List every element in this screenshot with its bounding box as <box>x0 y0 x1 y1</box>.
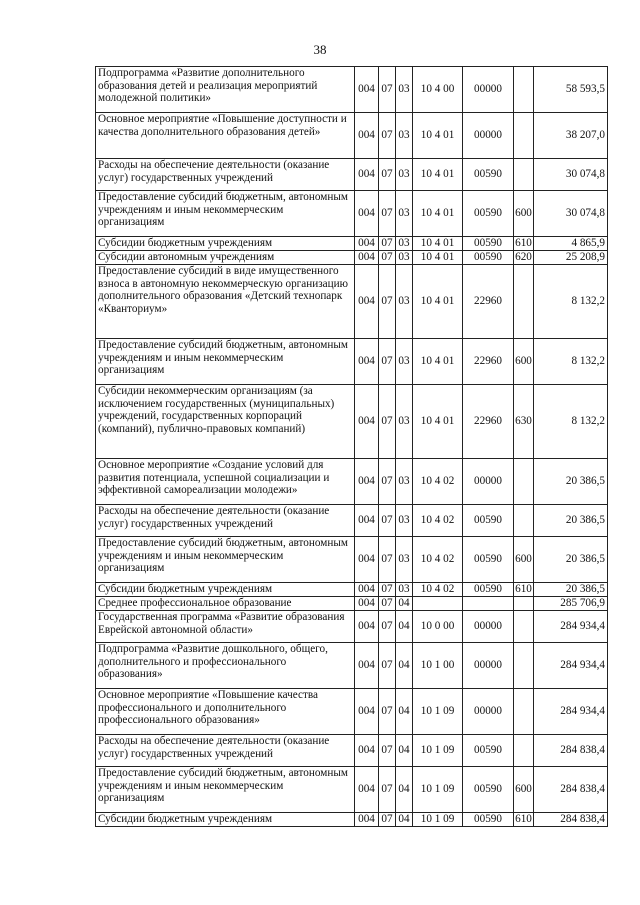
direction-code-cell: 00000 <box>463 67 514 113</box>
pr-cell: 03 <box>396 251 413 265</box>
rz-cell: 07 <box>379 251 396 265</box>
table-row <box>96 767 608 813</box>
program-code-cell: 10 4 01 <box>413 237 463 251</box>
row-name-cell: Предоставление субсидий бюджетным, автономным учреждениям и иным некоммерческим организациям <box>96 191 355 237</box>
program-code-cell: 10 1 09 <box>413 689 463 735</box>
amount-cell: 20 386,5 <box>534 537 608 583</box>
expense-type-cell: 600 <box>514 537 534 583</box>
amount-cell: 285 706,9 <box>534 597 608 611</box>
direction-code-cell: 00590 <box>463 583 514 597</box>
budget-table <box>95 66 608 827</box>
rz-cell: 07 <box>379 67 396 113</box>
program-code-cell: 10 4 01 <box>413 339 463 385</box>
program-code-cell: 10 4 00 <box>413 67 463 113</box>
rz-cell: 07 <box>379 339 396 385</box>
row-name-cell: Субсидии бюджетным учреждениям <box>96 237 355 251</box>
pr-cell: 03 <box>396 265 413 339</box>
program-code-cell: 10 1 09 <box>413 813 463 827</box>
amount-cell: 284 838,4 <box>534 813 608 827</box>
direction-code-cell: 00000 <box>463 643 514 689</box>
row-name-cell: Субсидии некоммерческим организациям (за исключением государственных (муниципальных) учреждений, государственных корпораций (компаний), публично-правовых компаний) <box>96 385 355 459</box>
pr-cell: 04 <box>396 767 413 813</box>
amount-cell: 8 132,2 <box>534 265 608 339</box>
grbs-cell: 004 <box>355 113 379 159</box>
pr-cell: 03 <box>396 67 413 113</box>
grbs-cell: 004 <box>355 67 379 113</box>
grbs-cell: 004 <box>355 191 379 237</box>
direction-code-cell: 00590 <box>463 767 514 813</box>
rz-cell: 07 <box>379 537 396 583</box>
expense-type-cell <box>514 113 534 159</box>
grbs-cell: 004 <box>355 505 379 537</box>
direction-code-cell: 00000 <box>463 113 514 159</box>
pr-cell: 03 <box>396 583 413 597</box>
expense-type-cell: 600 <box>514 767 534 813</box>
table-row <box>96 505 608 537</box>
row-name-cell: Расходы на обеспечение деятельности (оказание услуг) государственных учреждений <box>96 159 355 191</box>
program-code-cell: 10 4 01 <box>413 113 463 159</box>
row-name-cell: Предоставление субсидий бюджетным, автономным учреждениям и иным некоммерческим организациям <box>96 537 355 583</box>
program-code-cell: 10 1 00 <box>413 643 463 689</box>
grbs-cell: 004 <box>355 597 379 611</box>
row-name-cell: Основное мероприятие «Создание условий для развития потенциала, успешной социализации и эффективной самореализации молодежи» <box>96 459 355 505</box>
program-code-cell: 10 4 02 <box>413 537 463 583</box>
grbs-cell: 004 <box>355 459 379 505</box>
page-number: 38 <box>313 42 327 57</box>
amount-cell: 20 386,5 <box>534 459 608 505</box>
rz-cell: 07 <box>379 735 396 767</box>
direction-code-cell: 00000 <box>463 611 514 643</box>
pr-cell: 03 <box>396 159 413 191</box>
row-name-cell: Предоставление субсидий бюджетным, автономным учреждениям и иным некоммерческим организациям <box>96 339 355 385</box>
row-name-cell: Расходы на обеспечение деятельности (оказание услуг) государственных учреждений <box>96 735 355 767</box>
rz-cell: 07 <box>379 689 396 735</box>
table-row <box>96 537 608 583</box>
direction-code-cell: 00000 <box>463 459 514 505</box>
table-row <box>96 597 608 611</box>
direction-code-cell: 22960 <box>463 385 514 459</box>
table-row <box>96 251 608 265</box>
table-row <box>96 813 608 827</box>
direction-code-cell: 00590 <box>463 537 514 583</box>
grbs-cell: 004 <box>355 813 379 827</box>
row-name-cell: Подпрограмма «Развитие дошкольного, общего, дополнительного и профессионального образования» <box>96 643 355 689</box>
table-row <box>96 159 608 191</box>
pr-cell: 04 <box>396 611 413 643</box>
rz-cell: 07 <box>379 459 396 505</box>
pr-cell: 04 <box>396 597 413 611</box>
amount-cell: 284 934,4 <box>534 643 608 689</box>
direction-code-cell: 00000 <box>463 689 514 735</box>
program-code-cell: 10 4 01 <box>413 385 463 459</box>
rz-cell: 07 <box>379 113 396 159</box>
rz-cell: 07 <box>379 813 396 827</box>
amount-cell: 58 593,5 <box>534 67 608 113</box>
rz-cell: 07 <box>379 643 396 689</box>
rz-cell: 07 <box>379 385 396 459</box>
rz-cell: 07 <box>379 583 396 597</box>
rz-cell: 07 <box>379 237 396 251</box>
direction-code-cell: 22960 <box>463 339 514 385</box>
row-name-cell: Среднее профессиональное образование <box>96 597 355 611</box>
program-code-cell: 10 4 02 <box>413 505 463 537</box>
expense-type-cell: 610 <box>515 237 532 250</box>
direction-code-cell: 00590 <box>463 159 514 191</box>
row-name-cell: Основное мероприятие «Повышение качества профессионального и дополнительного профессионального образования» <box>96 689 355 735</box>
expense-type-cell <box>514 689 534 735</box>
program-code-cell: 10 4 02 <box>413 459 463 505</box>
amount-cell: 284 934,4 <box>534 689 608 735</box>
expense-type-cell: 610 <box>515 583 532 596</box>
amount-cell: 284 934,4 <box>534 611 608 643</box>
program-code-cell: 10 4 02 <box>413 583 463 597</box>
table-row <box>96 113 608 159</box>
direction-code-cell: 00590 <box>463 735 514 767</box>
table-row <box>96 191 608 237</box>
amount-cell: 20 386,5 <box>534 583 608 597</box>
pr-cell: 04 <box>396 813 413 827</box>
pr-cell: 03 <box>396 339 413 385</box>
amount-cell: 284 838,4 <box>534 767 608 813</box>
amount-cell: 20 386,5 <box>534 505 608 537</box>
pr-cell: 03 <box>396 505 413 537</box>
expense-type-cell <box>514 265 534 339</box>
grbs-cell: 004 <box>355 735 379 767</box>
amount-cell: 38 207,0 <box>534 113 608 159</box>
amount-cell: 25 208,9 <box>534 251 608 265</box>
grbs-cell: 004 <box>355 611 379 643</box>
expense-type-cell: 630 <box>514 385 534 459</box>
pr-cell: 03 <box>396 191 413 237</box>
pr-cell: 04 <box>396 689 413 735</box>
rz-cell: 07 <box>379 611 396 643</box>
table-row <box>96 67 608 113</box>
grbs-cell: 004 <box>355 767 379 813</box>
expense-type-cell <box>514 597 534 611</box>
table-body <box>96 67 608 827</box>
grbs-cell: 004 <box>355 689 379 735</box>
direction-code-cell: 22960 <box>463 265 514 339</box>
pr-cell: 04 <box>396 735 413 767</box>
grbs-cell: 004 <box>355 237 379 251</box>
row-name-cell: Государственная программа «Развитие образования Еврейской автономной области» <box>96 611 355 643</box>
row-name-cell: Подпрограмма «Развитие дополнительного образования детей и реализация мероприятий молодежной политики» <box>96 67 355 113</box>
amount-cell: 8 132,2 <box>534 385 608 459</box>
table-row <box>96 689 608 735</box>
expense-type-cell <box>514 611 534 643</box>
pr-cell: 03 <box>396 237 413 251</box>
rz-cell: 07 <box>379 597 396 611</box>
expense-type-cell <box>514 505 534 537</box>
program-code-cell: 10 1 09 <box>413 735 463 767</box>
program-code-cell: 10 4 01 <box>413 191 463 237</box>
row-name-cell: Предоставление субсидий бюджетным, автономным учреждениям и иным некоммерческим организациям <box>96 767 355 813</box>
grbs-cell: 004 <box>355 643 379 689</box>
table-row <box>96 237 608 251</box>
row-name-cell: Основное мероприятие «Повышение доступности и качества дополнительного образования детей» <box>96 113 355 159</box>
grbs-cell: 004 <box>355 385 379 459</box>
program-code-cell: 10 0 00 <box>413 611 463 643</box>
rz-cell: 07 <box>379 159 396 191</box>
table-row <box>96 583 608 597</box>
expense-type-cell: 600 <box>514 339 534 385</box>
expense-type-cell <box>514 459 534 505</box>
pr-cell: 03 <box>396 385 413 459</box>
table-row <box>96 265 608 339</box>
grbs-cell: 004 <box>355 583 379 597</box>
direction-code-cell: 00590 <box>463 251 514 265</box>
pr-cell: 03 <box>396 113 413 159</box>
row-name-cell: Предоставление субсидий в виде имущественного взноса в автономную некоммерческую организацию дополнительного образования «Детский технопарк «Кванториум» <box>96 265 355 339</box>
pr-cell: 03 <box>396 537 413 583</box>
grbs-cell: 004 <box>355 339 379 385</box>
grbs-cell: 004 <box>355 537 379 583</box>
rz-cell: 07 <box>379 191 396 237</box>
direction-code-cell: 00590 <box>463 505 514 537</box>
row-name-cell: Субсидии бюджетным учреждениям <box>96 583 355 597</box>
amount-cell: 284 838,4 <box>534 735 608 767</box>
amount-cell: 4 865,9 <box>534 237 608 251</box>
program-code-cell: 10 1 09 <box>413 767 463 813</box>
pr-cell: 04 <box>396 643 413 689</box>
rz-cell: 07 <box>379 767 396 813</box>
grbs-cell: 004 <box>355 251 379 265</box>
table-row <box>96 339 608 385</box>
expense-type-cell <box>514 643 534 689</box>
direction-code-cell: 00590 <box>463 237 514 251</box>
table-row <box>96 611 608 643</box>
expense-type-cell <box>514 67 534 113</box>
row-name-cell: Субсидии автономным учреждениям <box>96 251 355 265</box>
amount-cell: 30 074,8 <box>534 191 608 237</box>
grbs-cell: 004 <box>355 159 379 191</box>
amount-cell: 8 132,2 <box>534 339 608 385</box>
expense-type-cell <box>514 735 534 767</box>
program-code-cell: 10 4 01 <box>413 251 463 265</box>
program-code-cell: 10 4 01 <box>413 265 463 339</box>
program-code-cell <box>413 597 463 611</box>
table-row <box>96 385 608 459</box>
expense-type-cell: 600 <box>514 191 534 237</box>
direction-code-cell <box>463 597 514 611</box>
direction-code-cell: 00590 <box>463 191 514 237</box>
direction-code-cell: 00590 <box>463 813 514 827</box>
expense-type-cell <box>514 159 534 191</box>
table-row <box>96 735 608 767</box>
row-name-cell: Расходы на обеспечение деятельности (оказание услуг) государственных учреждений <box>96 505 355 537</box>
rz-cell: 07 <box>379 265 396 339</box>
amount-cell: 30 074,8 <box>534 159 608 191</box>
program-code-cell: 10 4 01 <box>413 159 463 191</box>
row-name-cell: Субсидии бюджетным учреждениям <box>96 813 355 827</box>
expense-type-cell: 610 <box>515 813 532 826</box>
table-row <box>96 459 608 505</box>
pr-cell: 03 <box>396 459 413 505</box>
grbs-cell: 004 <box>355 265 379 339</box>
expense-type-cell: 620 <box>515 251 532 264</box>
table-row <box>96 643 608 689</box>
rz-cell: 07 <box>379 505 396 537</box>
